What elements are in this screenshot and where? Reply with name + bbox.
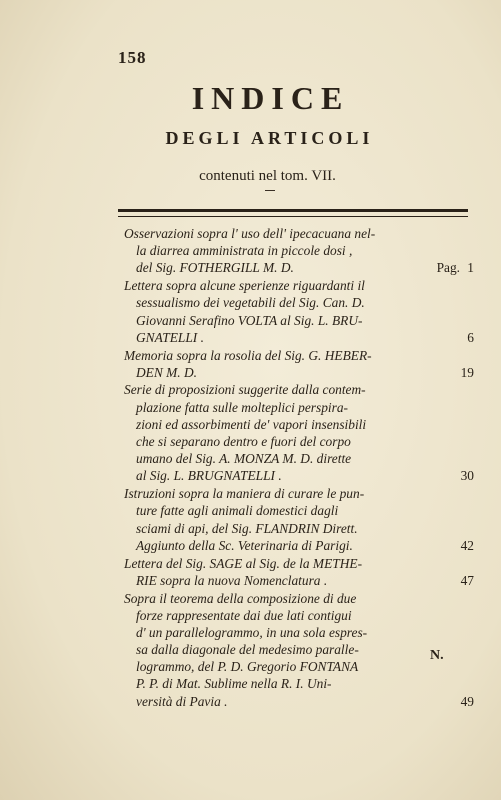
ornament-dash [265, 190, 275, 191]
page-number: 158 [118, 48, 147, 67]
article-entry [124, 555, 474, 589]
article-line: logrammo, del P. D. Gregorio FONTANA [136, 659, 359, 675]
article-line: che si separano dentro e fuori del corpo [136, 434, 351, 450]
article-line: P. P. di Mat. Sublime nella R. I. Uni- [136, 676, 332, 692]
index-title: INDICE [191, 80, 350, 116]
double-rule-divider [118, 209, 468, 217]
page-reference: 1 [467, 260, 474, 276]
article-line: sessualismo dei vegetabili del Sig. Can. D. [136, 295, 365, 311]
article-line: GNATELLI . [136, 329, 204, 345]
article-line: del Sig. FOTHERGILL M. D. [136, 260, 294, 276]
page-reference: 49 [460, 693, 474, 709]
article-line: Serie di proposizioni suggerite dalla contem- [124, 382, 366, 398]
page-reference: 6 [467, 329, 474, 345]
article-line: umano del Sig. A. MONZA M. D. dirette [136, 451, 352, 467]
page-reference: 19 [460, 364, 474, 380]
article-line: Lettera sopra alcune sperienze riguardanti il [124, 278, 365, 294]
page-reference: 47 [460, 572, 474, 588]
article-line: versità di Pavia . [136, 693, 228, 709]
article-line: forze rappresentate dai due lati contigui [136, 607, 352, 623]
index-subtitle: DEGLI ARTICOLI [165, 128, 374, 148]
article-line: Giovanni Serafino VOLTA al Sig. L. BRU- [136, 312, 363, 328]
article-line: sa dalla diagonale del medesimo paralle- [136, 642, 359, 658]
article-entry [124, 225, 474, 277]
article-line: Aggiunto della Sc. Veterinaria di Parigi. [136, 537, 353, 553]
catchword: N. [430, 648, 444, 663]
article-entry [124, 590, 474, 710]
article-line: Istruzioni sopra la maniera di curare le pun- [124, 486, 365, 502]
article-entry [124, 347, 474, 381]
page-prefix: Pag. [436, 260, 460, 276]
article-line: Memoria sopra la rosolia del Sig. G. HEBER- [124, 347, 372, 363]
article-line: Osservazioni sopra l' uso dell' ipecacuana nel- [124, 226, 376, 241]
article-line: DEN M. D. [136, 364, 197, 380]
article-line: zioni ed assorbimenti de' vapori insensibili [136, 416, 367, 432]
article-line: d' un parallelogrammo, in una sola espres- [136, 624, 368, 640]
article-line: sciami di api, del Sig. FLANDRIN Dirett. [136, 520, 358, 536]
volume-contents-line: contenuti nel tom. VII. [199, 168, 336, 184]
article-line: ture fatte agli animali domestici dagli [136, 503, 339, 519]
article-line: RIE sopra la nuova Nomenclatura . [136, 572, 328, 588]
article-line: Lettera del Sig. SAGE al Sig. de la METHE- [124, 555, 363, 571]
page-reference: 30 [460, 468, 474, 484]
article-line: la diarrea amministrata in piccole dosi , [136, 243, 353, 259]
article-list [124, 225, 474, 710]
article-entry [124, 381, 474, 484]
article-entry [124, 485, 474, 554]
page-reference: 42 [460, 537, 474, 553]
article-entry [124, 277, 474, 346]
article-line: al Sig. L. BRUGNATELLI . [136, 468, 282, 484]
article-line: Sopra il teorema della composizione di due [124, 590, 357, 606]
article-line: plazione fatta sulle molteplici perspira- [136, 399, 349, 415]
